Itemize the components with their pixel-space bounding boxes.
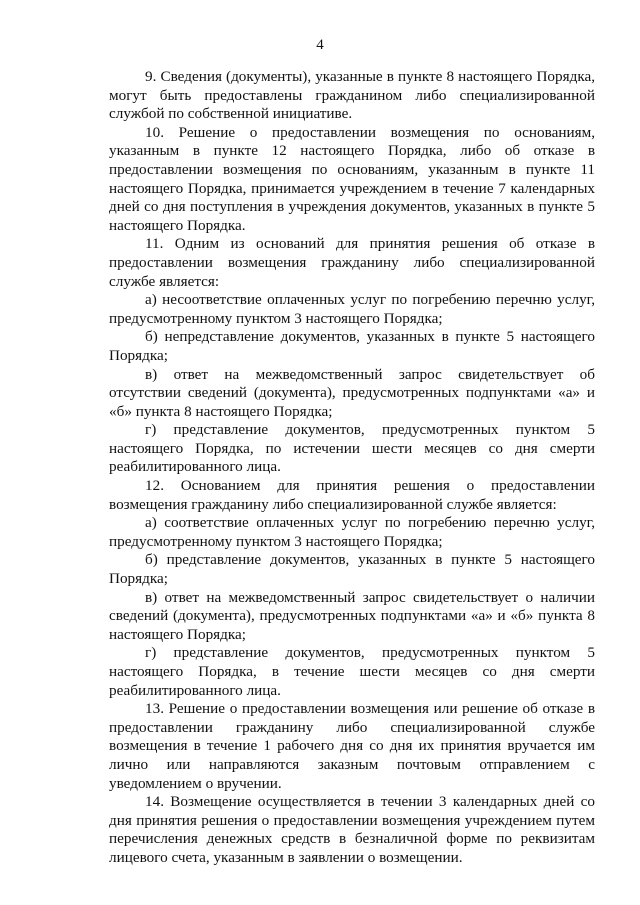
paragraph-12-a: а) соответствие оплаченных услуг по погребению перечню услуг, предусмотренному пунктом 3 настоящего Порядка; xyxy=(109,514,595,550)
paragraph-12: 12. Основанием для принятия решения о предоставлении возмещения гражданину либо специализированной службе является: xyxy=(109,477,595,513)
page-number: 4 xyxy=(316,37,324,53)
document-body xyxy=(109,68,595,868)
paragraph-11-a: а) несоответствие оплаченных услуг по погребению перечню услуг, предусмотренному пунктом 3 настоящего Порядка; xyxy=(109,291,595,327)
paragraph-11-b: б) непредставление документов, указанных в пункте 5 настоящего Порядка; xyxy=(109,328,595,364)
paragraph-10: 10. Решение о предоставлении возмещения по основаниям, указанным в пункте 12 настоящего Порядка, либо об отказе в предоставлении возмещения по основаниям, указанным в пункте 11 настоящего Порядка, принимается учреждением в течение 7 календарных дней со дня поступления в учреждения документов, указанных в пункте 5 настоящего Порядка. xyxy=(109,123,595,234)
paragraph-13: 13. Решение о предоставлении возмещения или решение об отказе в предоставлении гражданину либо специализированной службе возмещения в течение 1 рабочего дня со дня их принятия вручается им лично или направляются заказным почтовым отправлением с уведомлением о вручении. xyxy=(109,700,595,792)
paragraph-12-g: г) представление документов, предусмотренных пунктом 5 настоящего Порядка, в течение шести месяцев со дня смерти реабилитированного лица. xyxy=(109,644,595,699)
paragraph-12-b: б) представление документов, указанных в пункте 5 настоящего Порядка; xyxy=(109,551,595,588)
paragraph-11: 11. Одним из оснований для принятия решения об отказе в предоставлении возмещения гражданину либо специализированной службе является: xyxy=(109,235,595,290)
paragraph-11-v: в) ответ на межведомственный запрос свидетельствует об отсутствии сведений (документа), предусмотренных подпунктами «а» и «б» пункта 8 настоящего Порядка; xyxy=(109,365,595,420)
paragraph-12-v: в) ответ на межведомственный запрос свидетельствует о наличии сведений (документа), предусмотренных подпунктами «а» и «б» пункта 8 настоящего Порядка; xyxy=(109,588,595,643)
paragraph-9: 9. Сведения (документы), указанные в пункте 8 настоящего Порядка, могут быть предоставлены гражданином либо специализированной службой по собственной инициативе. xyxy=(109,68,595,123)
paragraph-14: 14. Возмещение осуществляется в течении 3 календарных дней со дня принятия решения о предоставлении возмещения учреждением путем перечисления денежных средств в безналичной форме по реквизитам лицевого счета, указанным в заявлении о возмещении. xyxy=(109,793,595,866)
paragraph-11-g: г) представление документов, предусмотренных пунктом 5 настоящего Порядка, по истечении шести месяцев со дня смерти реабилитированного лица. xyxy=(109,421,595,476)
